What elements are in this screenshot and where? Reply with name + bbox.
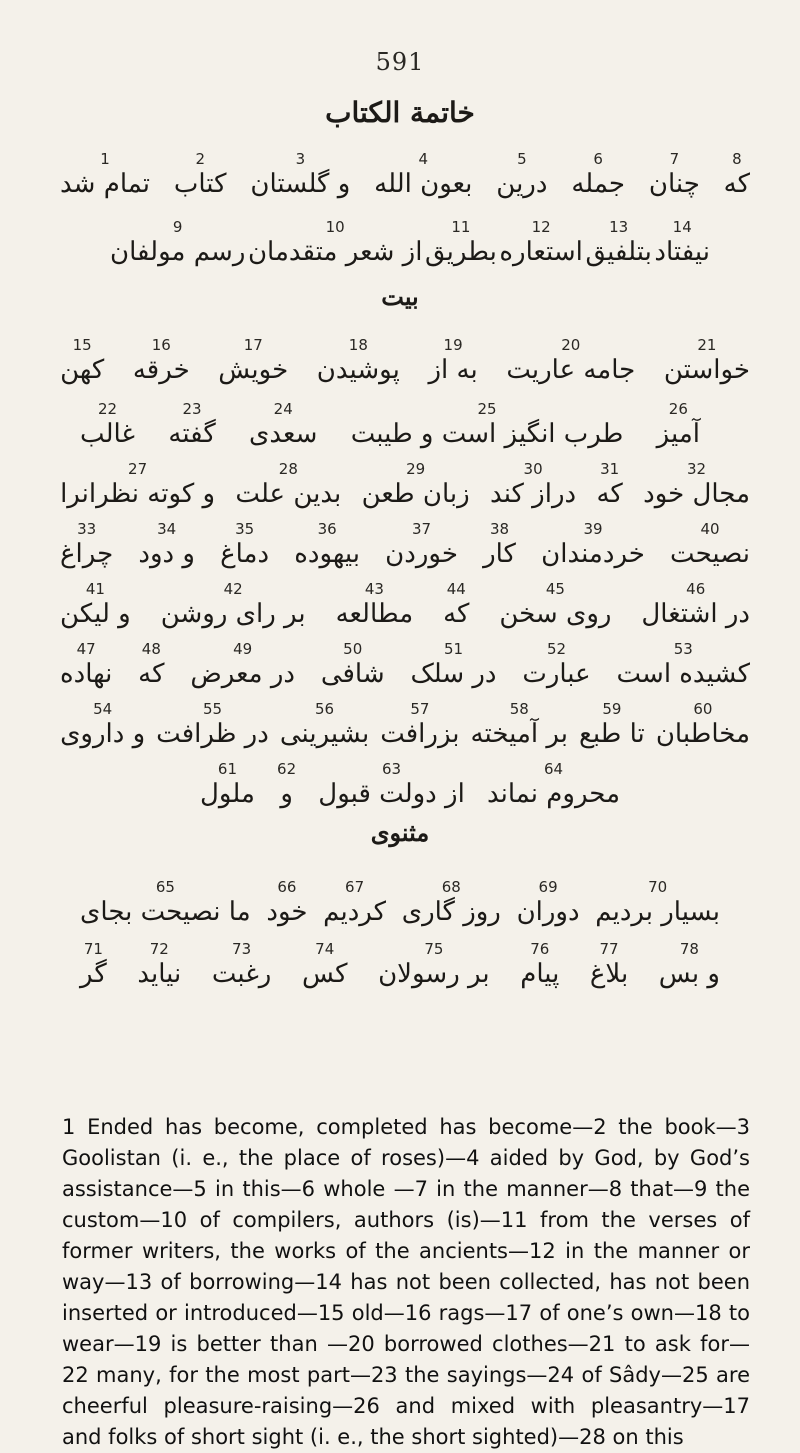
gloss-word: خوردن bbox=[385, 539, 458, 569]
gloss-number: 5 bbox=[517, 150, 527, 168]
gloss-row bbox=[80, 878, 720, 927]
gloss-word: بر آمیخته bbox=[470, 719, 568, 749]
gloss-word: که bbox=[443, 599, 470, 629]
gloss-number: 27 bbox=[128, 460, 148, 478]
gloss-number: 56 bbox=[314, 700, 335, 718]
gloss-row bbox=[60, 336, 750, 385]
gloss-word: نیاید bbox=[137, 959, 182, 989]
gloss-word: به از bbox=[428, 355, 478, 385]
gloss-number: 58 bbox=[509, 700, 529, 718]
english-translation: 1 Ended has become, completed has become—2 the book—3 Goolistan (i. e., the place of roses)—4 aided by God, by God’s assistance—5 in this—6 whole —7 in the manner—8 that—9 the custom—10 of compilers, authors (is)—11 from the verses of former writers, the works of the ancients—12 in the manner or way—13 of borrowing—14 has not been collected, has not been inserted or introduced—15 old—16 rags—17 of one’s own—18 to wear—19 is better than —20 borrowed clothes—21 to ask for—22 many, for the most part—23 the sayings—24 of Sâdy—25 are cheerful pleasure-raising—26 and mixed with pleasantry—17 and folks of short sight (i. e., the short sighted)—28 on this bbox=[62, 1115, 750, 1449]
gloss-number: 22 bbox=[98, 400, 118, 418]
gloss-item bbox=[277, 760, 296, 809]
gloss-word: بتلفیق bbox=[585, 237, 652, 267]
gloss-number: 67 bbox=[345, 878, 365, 896]
gloss-number: 32 bbox=[687, 460, 707, 478]
gloss-item bbox=[168, 400, 215, 449]
gloss-number: 3 bbox=[295, 150, 306, 168]
gloss-number: 1 bbox=[100, 150, 110, 168]
gloss-number: 46 bbox=[686, 580, 706, 598]
gloss-number: 41 bbox=[85, 580, 105, 598]
gloss-item bbox=[374, 150, 472, 199]
gloss-item bbox=[410, 640, 496, 689]
gloss-number: 30 bbox=[523, 460, 543, 478]
gloss-word: گر bbox=[80, 959, 107, 989]
gloss-word: کس bbox=[301, 959, 348, 989]
gloss-row bbox=[60, 460, 750, 509]
gloss-number: 45 bbox=[545, 580, 565, 598]
gloss-number: 10 bbox=[325, 218, 345, 236]
gloss-number: 76 bbox=[530, 940, 550, 958]
gloss-word: در معرض bbox=[190, 659, 295, 689]
gloss-word: که bbox=[138, 659, 165, 689]
gloss-word: طرب انگیز است و طیبت bbox=[350, 419, 624, 449]
gloss-number: 53 bbox=[673, 640, 693, 658]
section-heading: خاتمة الكتاب bbox=[325, 96, 475, 129]
gloss-number: 25 bbox=[477, 400, 497, 418]
gloss-item bbox=[80, 400, 135, 449]
gloss-word: بسیار بردیم bbox=[595, 897, 720, 927]
gloss-item bbox=[60, 640, 112, 689]
gloss-item bbox=[670, 520, 750, 569]
gloss-row bbox=[60, 700, 750, 749]
gloss-word: نیفتاد bbox=[654, 237, 710, 267]
gloss-row bbox=[80, 400, 700, 449]
gloss-word: خود bbox=[266, 897, 308, 927]
gloss-item bbox=[248, 218, 423, 267]
gloss-word: پیام bbox=[520, 959, 560, 989]
gloss-word: کتاب bbox=[173, 169, 227, 199]
gloss-word: روز گاری bbox=[401, 897, 501, 927]
gloss-word: عبارت bbox=[522, 659, 591, 689]
gloss-item bbox=[490, 460, 576, 509]
gloss-number: 19 bbox=[443, 336, 463, 354]
gloss-item bbox=[318, 760, 465, 809]
gloss-number: 15 bbox=[72, 336, 92, 354]
gloss-number: 63 bbox=[382, 760, 402, 778]
gloss-number: 9 bbox=[172, 218, 183, 236]
gloss-row bbox=[60, 150, 750, 199]
gloss-item bbox=[110, 218, 245, 267]
gloss-number: 52 bbox=[546, 640, 567, 658]
gloss-item bbox=[280, 700, 369, 749]
gloss-item bbox=[378, 940, 490, 989]
gloss-item bbox=[137, 940, 181, 989]
gloss-word: خردمندان bbox=[541, 539, 645, 569]
gloss-item bbox=[60, 150, 150, 199]
gloss-number: 64 bbox=[543, 760, 564, 778]
gloss-item bbox=[595, 878, 720, 927]
gloss-item bbox=[174, 150, 227, 199]
gloss-number: 61 bbox=[217, 760, 238, 778]
gloss-number: 43 bbox=[364, 580, 384, 598]
gloss-word: مخاطبان bbox=[655, 719, 750, 749]
gloss-word: در ظرافت bbox=[156, 719, 269, 749]
gloss-word: کشیده است bbox=[616, 659, 750, 689]
gloss-word: دماغ bbox=[220, 539, 270, 569]
gloss-item bbox=[585, 218, 651, 267]
gloss-number: 18 bbox=[348, 336, 368, 354]
gloss-item bbox=[402, 878, 501, 927]
gloss-item bbox=[138, 520, 195, 569]
gloss-word: شافی bbox=[320, 659, 385, 689]
gloss-number: 12 bbox=[531, 218, 551, 236]
gloss-item bbox=[60, 460, 215, 509]
gloss-item bbox=[596, 460, 622, 509]
gloss-word: بشیرینی bbox=[279, 719, 370, 749]
verse-heading: مثنوی bbox=[370, 818, 430, 847]
gloss-item bbox=[200, 760, 255, 809]
gloss-item bbox=[617, 640, 751, 689]
gloss-word: غالب bbox=[80, 419, 136, 449]
gloss-word: خویش bbox=[218, 355, 289, 385]
gloss-number: 72 bbox=[149, 940, 169, 958]
gloss-row bbox=[60, 640, 750, 689]
gloss-word: گفته bbox=[168, 419, 216, 449]
gloss-word: تمام شد bbox=[60, 169, 151, 199]
gloss-item bbox=[266, 878, 307, 927]
gloss-number: 44 bbox=[446, 580, 466, 598]
gloss-word: در سلک bbox=[410, 659, 497, 689]
gloss-word: دراز کند bbox=[490, 479, 577, 509]
gloss-word: کار bbox=[483, 539, 516, 569]
gloss-word: بلاغ bbox=[589, 959, 629, 989]
gloss-item bbox=[443, 580, 469, 629]
gloss-number: 2 bbox=[195, 150, 205, 168]
gloss-item bbox=[654, 218, 710, 267]
gloss-item bbox=[80, 940, 107, 989]
gloss-item bbox=[336, 580, 414, 629]
gloss-word: ما نصیحت بجای bbox=[80, 897, 251, 927]
gloss-number: 33 bbox=[77, 520, 97, 538]
gloss-number: 54 bbox=[93, 700, 113, 718]
gloss-word: و بس bbox=[658, 959, 720, 989]
gloss-item bbox=[483, 520, 516, 569]
gloss-word: بطریق bbox=[425, 237, 497, 267]
gloss-item bbox=[643, 460, 750, 509]
gloss-number: 70 bbox=[648, 878, 668, 896]
gloss-number: 8 bbox=[732, 150, 742, 168]
gloss-item bbox=[249, 400, 317, 449]
gloss-number: 73 bbox=[232, 940, 252, 958]
gloss-number: 20 bbox=[561, 336, 581, 354]
gloss-item bbox=[649, 150, 700, 199]
gloss-number: 47 bbox=[76, 640, 96, 658]
gloss-number: 66 bbox=[277, 878, 297, 896]
gloss-number: 24 bbox=[273, 400, 293, 418]
gloss-word: رسم مولفان bbox=[110, 237, 246, 267]
gloss-number: 4 bbox=[418, 150, 429, 168]
gloss-word: و لیکن bbox=[60, 599, 131, 629]
gloss-item bbox=[641, 580, 750, 629]
gloss-item bbox=[60, 336, 104, 385]
gloss-item bbox=[506, 336, 635, 385]
gloss-word: بر رای روشن bbox=[160, 599, 306, 629]
gloss-number: 69 bbox=[538, 878, 558, 896]
gloss-word: کهن bbox=[60, 355, 105, 385]
gloss-item bbox=[156, 700, 269, 749]
gloss-number: 65 bbox=[155, 878, 175, 896]
gloss-word: بدین علت bbox=[235, 479, 342, 509]
gloss-item bbox=[323, 878, 386, 927]
gloss-item bbox=[724, 150, 750, 199]
gloss-number: 23 bbox=[182, 400, 202, 418]
gloss-number: 21 bbox=[697, 336, 717, 354]
gloss-number: 37 bbox=[411, 520, 432, 538]
gloss-item bbox=[220, 520, 269, 569]
page-number: 591 bbox=[375, 48, 425, 76]
gloss-word: کردیم bbox=[323, 897, 387, 927]
gloss-number: 31 bbox=[600, 460, 620, 478]
gloss-word: روی سخن bbox=[499, 599, 612, 629]
gloss-item bbox=[250, 150, 350, 199]
gloss-word: ملول bbox=[200, 779, 255, 809]
gloss-number: 42 bbox=[223, 580, 243, 598]
gloss-word: و داروی bbox=[60, 719, 146, 749]
gloss-item bbox=[579, 700, 645, 749]
gloss-number: 55 bbox=[202, 700, 223, 718]
gloss-item bbox=[212, 940, 272, 989]
gloss-number: 13 bbox=[609, 218, 629, 236]
gloss-number: 59 bbox=[602, 700, 622, 718]
gloss-item bbox=[321, 640, 385, 689]
gloss-number: 14 bbox=[672, 218, 692, 236]
gloss-number: 7 bbox=[669, 150, 680, 168]
gloss-word: استعاره bbox=[499, 237, 583, 267]
gloss-number: 77 bbox=[599, 940, 619, 958]
gloss-number: 57 bbox=[410, 700, 430, 718]
gloss-word: سعدی bbox=[249, 419, 318, 449]
gloss-number: 71 bbox=[83, 940, 103, 958]
gloss-item bbox=[161, 580, 306, 629]
gloss-item bbox=[294, 520, 360, 569]
gloss-word: دوران bbox=[516, 897, 580, 927]
gloss-item bbox=[362, 460, 470, 509]
gloss-word: درین bbox=[496, 169, 548, 199]
gloss-number: 39 bbox=[583, 520, 603, 538]
gloss-item bbox=[235, 460, 341, 509]
gloss-item bbox=[541, 520, 645, 569]
gloss-number: 11 bbox=[451, 218, 471, 236]
gloss-word: که bbox=[723, 169, 750, 199]
gloss-number: 78 bbox=[679, 940, 699, 958]
gloss-number: 6 bbox=[593, 150, 603, 168]
gloss-item bbox=[190, 640, 295, 689]
gloss-word: نصیحت bbox=[670, 539, 750, 569]
gloss-word: زبان طعن bbox=[361, 479, 470, 509]
gloss-number: 40 bbox=[700, 520, 720, 538]
gloss-word: و کوته نظرانرا bbox=[60, 479, 216, 509]
gloss-number: 35 bbox=[235, 520, 255, 538]
gloss-number: 28 bbox=[278, 460, 298, 478]
gloss-number: 74 bbox=[315, 940, 335, 958]
gloss-number: 29 bbox=[406, 460, 426, 478]
gloss-number: 50 bbox=[343, 640, 363, 658]
gloss-row bbox=[110, 218, 710, 267]
gloss-item bbox=[520, 940, 559, 989]
gloss-word: جمله bbox=[571, 169, 625, 199]
gloss-item bbox=[385, 520, 458, 569]
gloss-word: که bbox=[596, 479, 623, 509]
gloss-item bbox=[499, 218, 583, 267]
gloss-word: بر رسولان bbox=[378, 959, 490, 989]
gloss-item bbox=[664, 336, 750, 385]
gloss-word: چراغ bbox=[60, 539, 114, 569]
gloss-item bbox=[656, 700, 750, 749]
gloss-word: پوشیدن bbox=[316, 355, 400, 385]
gloss-item bbox=[80, 878, 251, 927]
gloss-number: 38 bbox=[489, 520, 510, 538]
gloss-item bbox=[571, 150, 625, 199]
gloss-word: مجال خود bbox=[643, 479, 750, 509]
gloss-item bbox=[517, 878, 580, 927]
gloss-word: تا طبع bbox=[578, 719, 645, 749]
gloss-number: 34 bbox=[157, 520, 177, 538]
gloss-number: 60 bbox=[693, 700, 713, 718]
gloss-word: جامه عاریت bbox=[506, 355, 636, 385]
gloss-row bbox=[60, 520, 750, 569]
gloss-item bbox=[60, 520, 113, 569]
gloss-row bbox=[80, 940, 720, 989]
gloss-row bbox=[200, 760, 620, 809]
gloss-item bbox=[302, 940, 348, 989]
gloss-number: 26 bbox=[668, 400, 688, 418]
gloss-word: آمیز bbox=[656, 419, 700, 449]
gloss-number: 75 bbox=[424, 940, 444, 958]
gloss-item bbox=[590, 940, 628, 989]
gloss-item bbox=[657, 400, 700, 449]
gloss-word: رغبت bbox=[211, 959, 272, 989]
gloss-number: 68 bbox=[441, 878, 461, 896]
gloss-item bbox=[60, 580, 131, 629]
gloss-number: 17 bbox=[243, 336, 263, 354]
gloss-word: خرقه bbox=[132, 355, 190, 385]
gloss-word: و دود bbox=[138, 539, 195, 569]
gloss-word: بیهوده bbox=[294, 539, 360, 569]
gloss-word: بعون الله bbox=[374, 169, 473, 199]
gloss-row bbox=[60, 580, 750, 629]
gloss-item bbox=[133, 336, 190, 385]
gloss-number: 49 bbox=[233, 640, 253, 658]
gloss-item bbox=[425, 218, 497, 267]
gloss-item bbox=[351, 400, 624, 449]
gloss-word: چنان bbox=[648, 169, 700, 199]
gloss-word: از دولت قبول bbox=[318, 779, 465, 809]
gloss-word: محروم نماند bbox=[486, 779, 620, 809]
gloss-word: مطالعه bbox=[335, 599, 414, 629]
gloss-item bbox=[218, 336, 288, 385]
gloss-word: بزرافت bbox=[380, 719, 460, 749]
gloss-item bbox=[60, 700, 145, 749]
gloss-item bbox=[496, 150, 547, 199]
gloss-item bbox=[659, 940, 720, 989]
gloss-item bbox=[138, 640, 164, 689]
gloss-word: خواستن bbox=[663, 355, 750, 385]
gloss-item bbox=[499, 580, 611, 629]
gloss-number: 36 bbox=[317, 520, 337, 538]
gloss-item bbox=[471, 700, 568, 749]
gloss-item bbox=[522, 640, 590, 689]
gloss-number: 62 bbox=[277, 760, 297, 778]
gloss-number: 51 bbox=[443, 640, 464, 658]
gloss-number: 48 bbox=[141, 640, 161, 658]
gloss-number: 16 bbox=[151, 336, 171, 354]
gloss-item bbox=[428, 336, 477, 385]
gloss-word: و bbox=[280, 779, 293, 809]
gloss-word: در اشتغال bbox=[641, 599, 750, 629]
gloss-item bbox=[487, 760, 620, 809]
gloss-item bbox=[380, 700, 459, 749]
gloss-word: از شعر متقدمان bbox=[247, 237, 423, 267]
gloss-word: نهاده bbox=[60, 659, 113, 689]
verse-heading: بیت bbox=[381, 282, 419, 311]
gloss-item bbox=[317, 336, 400, 385]
gloss-word: و گلستان bbox=[250, 169, 351, 199]
